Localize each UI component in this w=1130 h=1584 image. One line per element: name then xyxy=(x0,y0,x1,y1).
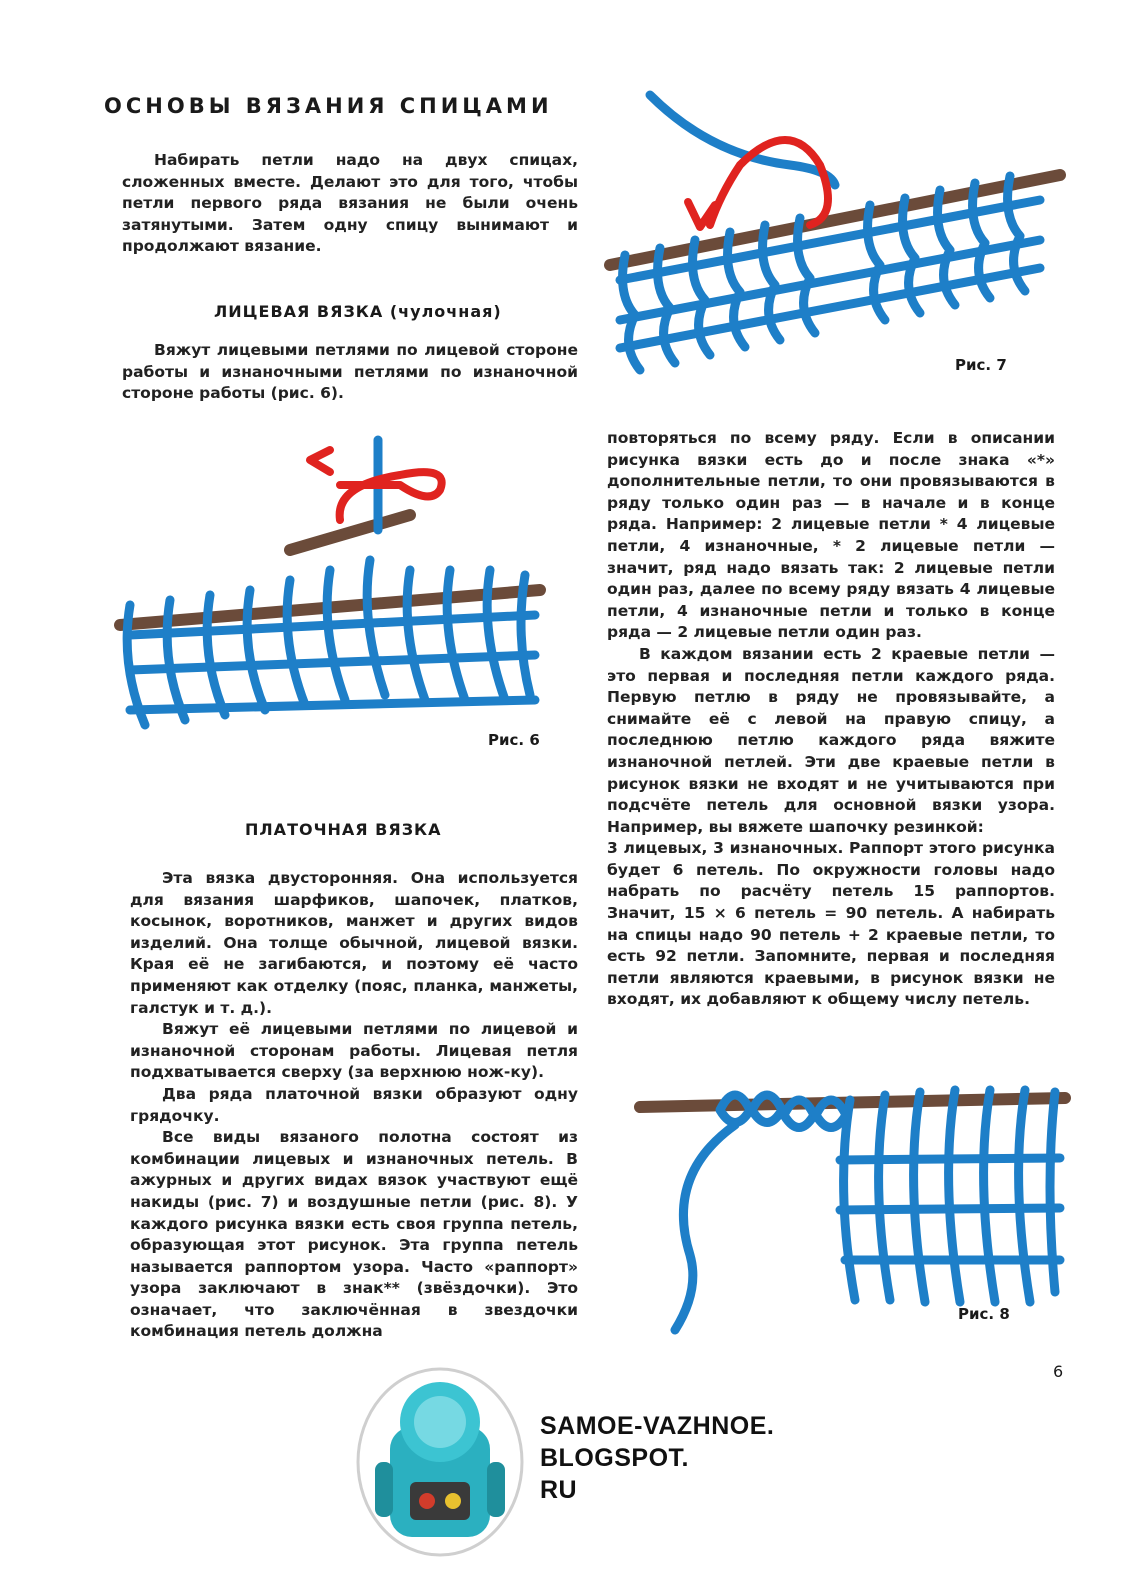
watermark-line-1: SAMOE-VAZHNOE. xyxy=(540,1412,775,1440)
page-number: 6 xyxy=(1053,1362,1064,1381)
watermark-line-3: RU xyxy=(540,1476,578,1504)
stockinette-text: Вяжут лицевыми петлями по лицевой стороне работы и изнаночными петлями по изнаночной стороне работы (рис. 6). xyxy=(122,341,578,403)
garter-paragraphs xyxy=(130,868,578,1343)
figure-8-caption: Рис. 8 xyxy=(958,1305,1010,1323)
garter-text-4: Все виды вязаного полотна состоят из комбинации лицевых и изнаночных петель. В ажурных и других видах вязок участвуют ещё накиды (рис. 7) и воздушные петли (рис. 8). У каждого рисунка вязки есть своя группа петель, образующая этот рисунок. Эта группа петель называется раппортом узора. Часто «раппорт» узора заключают в знак** (звёздочки). Это означает, что заключённая в звездочки комбинация петель должна xyxy=(130,1128,578,1341)
working-yarn xyxy=(675,1125,735,1330)
intro-text: Набирать петли надо на двух спицах, сложенных вместе. Делают это для того, чтобы петли первого ряда вязания не были очень затянутыми. Затем одну спицу вынимают и продолжают вязание. xyxy=(122,151,578,256)
watermark-text xyxy=(540,1410,774,1506)
garter-text-1: Эта вязка двусторонняя. Она используется для вязания шарфиков, шапочек, платков, косынок, воротников, манжет и других видов изделий. Она толще обычной, лицевой вязки. Края её не загибаются, и поэтому её часто применяют как отделку (пояс, планка, манжеты, галстук и т. д.). xyxy=(130,869,578,1017)
stockinette-heading: ЛИЦЕВАЯ ВЯЗКА (чулочная) xyxy=(214,302,502,321)
knitted-fabric xyxy=(127,560,535,725)
right-text-1: повторяться по всему ряду. Если в описании рисунка вязки есть до и после знака «*» дополнительные петли, то они провязываются в ряду только один раз — в начале и в конце ряда. Например: 2 лицевые петли * 4 лицевые петли, 4 изнаночные, * 2 лицевые петли — значит, ряд надо вязать так: 2 лицевые петли один раз, далее по всему ряду вязать 4 лицевые петли, 4 изнаночные петли и только в конце ряда — 2 лицевые петли один раз. xyxy=(607,429,1055,642)
stockinette-paragraph xyxy=(122,340,578,405)
red-arrow xyxy=(340,472,442,520)
watermark-line-2: BLOGSPOT. xyxy=(540,1444,689,1472)
figure-7-caption: Рис. 7 xyxy=(955,356,1007,374)
page-title: ОСНОВЫ ВЯЗАНИЯ СПИЦАМИ xyxy=(104,94,553,118)
right-text-2: В каждом вязании есть 2 краевые петли — это первая и последняя петли каждого ряда. Первую петлю в ряду не провязывайте, а снимайте её с левой на правую спицу, а последнюю петлю каждого ряда вяжите изнаночной петлей. Эти две краевые петли в рисунок вязки не входят и не учитываются при подсчёте петель для основной вязки узора. Например, вы вяжете шапочку резинкой: xyxy=(607,644,1055,836)
garter-text-3: Два ряда платочной вязки образуют одну грядочку. xyxy=(130,1084,578,1125)
intro-paragraph xyxy=(122,150,578,258)
garter-heading: ПЛАТОЧНАЯ ВЯЗКА xyxy=(245,820,442,839)
figure-6-caption: Рис. 6 xyxy=(488,731,540,749)
garter-text-2: Вяжут её лицевыми петлями по лицевой и изнаночной сторонам работы. Лицевая петля подхватывается сверху (за верхнюю нож-ку). xyxy=(130,1020,578,1082)
knitted-fabric xyxy=(840,1090,1060,1302)
robot-logo xyxy=(355,1367,525,1557)
needle-right xyxy=(290,515,410,550)
figure-8-illustration xyxy=(640,1070,1070,1340)
figure-6-illustration xyxy=(110,430,580,750)
right-text-3: 3 лицевых, 3 изнаночных. Раппорт этого рисунка будет 6 петель. По окружности головы надо набрать по расчёту петель 15 раппортов. Значит, 15 × 6 петель = 90 петель. А набирать на спицы надо 90 петель + 2 краевые петли, то есть 92 петли. Запомните, первая и последняя петли являются краевыми, в рисунок вязки не входят, их добавляют к общему числу петель. xyxy=(607,839,1055,1009)
working-yarn xyxy=(650,95,835,185)
right-column-paragraphs xyxy=(607,428,1055,1011)
figure-7-illustration xyxy=(600,80,1070,370)
red-arrow-head xyxy=(310,450,330,472)
